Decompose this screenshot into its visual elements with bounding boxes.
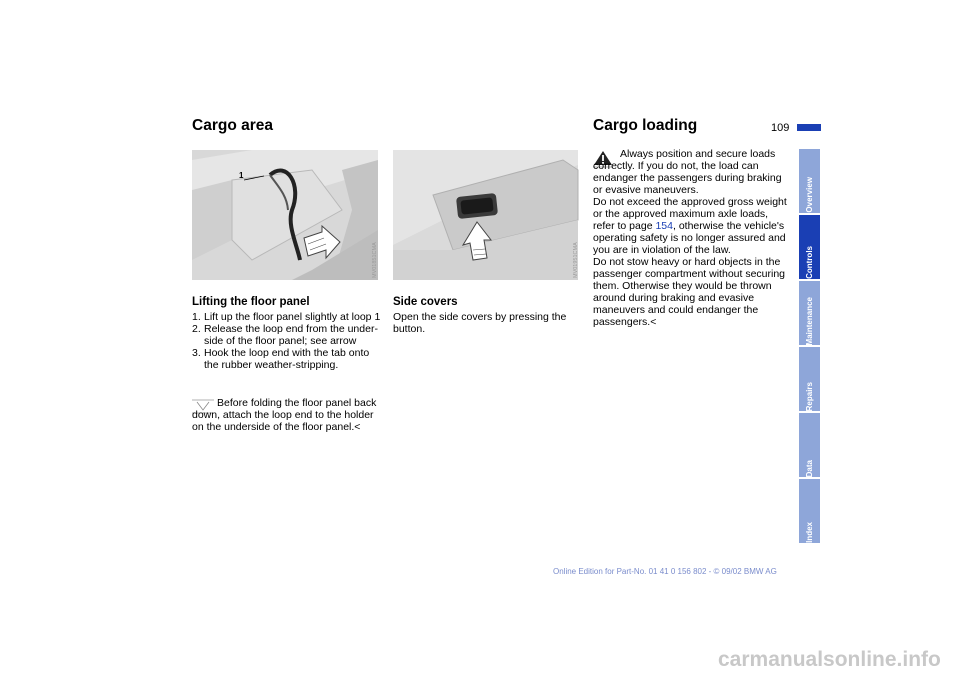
warning-paragraph: Do not exceed the approved gross weight or the approved maximum axle loads, refer to page 154, otherwise the vehicle's operating safety is no longer assured and you are in violation of the law. <box>593 196 787 256</box>
warning-paragraph: Do not stow heavy or hard objects in the passenger compartment without securing them. Otherwise they would be thrown around during braking and evasive maneuvers and could endanger the passengers.< <box>593 256 786 328</box>
figure-callout-1: 1 <box>239 171 244 180</box>
list-item: 2. Release the loop end from the under-side of the floor panel; see arrow <box>192 323 378 347</box>
list-item: 1. Lift up the floor panel slightly at loop 1 <box>192 311 381 323</box>
heading-lifting-floor-panel: Lifting the floor panel <box>192 296 310 308</box>
side-cover-illustration <box>393 150 578 280</box>
page-number: 109 <box>771 122 790 134</box>
footer-edition: Online Edition for Part-No. 01 41 0 156 802 - © 09/02 BMW AG <box>553 567 777 576</box>
tab-data[interactable]: Data <box>799 413 820 477</box>
floor-panel-illustration <box>192 150 378 280</box>
figure-floor-panel-loop <box>192 150 378 280</box>
end-mark-icon: < <box>650 316 657 328</box>
page-link-154[interactable]: 154 <box>655 220 673 232</box>
warning-paragraph: Always position and secure loads correctly. If you do not, the load can endanger the passengers during braking or evasive maneuvers. <box>593 148 782 196</box>
heading-side-covers: Side covers <box>393 296 458 308</box>
list-item: 3. Hook the loop end with the tab onto the rubber weather-stripping. <box>192 347 370 371</box>
page-accent-bar <box>797 124 821 131</box>
figure-code: MV01851CMA <box>372 242 378 278</box>
floor-panel-note: Before folding the floor panel back down, attach the loop end to the holder on the underside of the floor panel.< <box>192 397 377 433</box>
cargo-loading-warning <box>593 148 787 328</box>
tab-index[interactable]: Index <box>799 479 820 543</box>
side-covers-text: Open the side covers by pressing the button. <box>393 311 567 335</box>
watermark: carmanualsonline.info <box>718 648 941 671</box>
tab-maintenance[interactable]: Maintenance <box>799 281 820 345</box>
end-mark-icon: < <box>354 421 361 433</box>
figure-side-cover-button <box>393 150 578 280</box>
section-title-cargo-loading: Cargo loading <box>593 117 698 134</box>
tab-repairs[interactable]: Repairs <box>799 347 820 411</box>
section-title-cargo-area: Cargo area <box>192 117 273 134</box>
tab-controls[interactable]: Controls <box>799 215 820 279</box>
floor-panel-steps <box>192 311 384 371</box>
figure-code: MV01951CMA <box>573 242 579 278</box>
tab-overview[interactable]: Overview <box>799 149 820 213</box>
